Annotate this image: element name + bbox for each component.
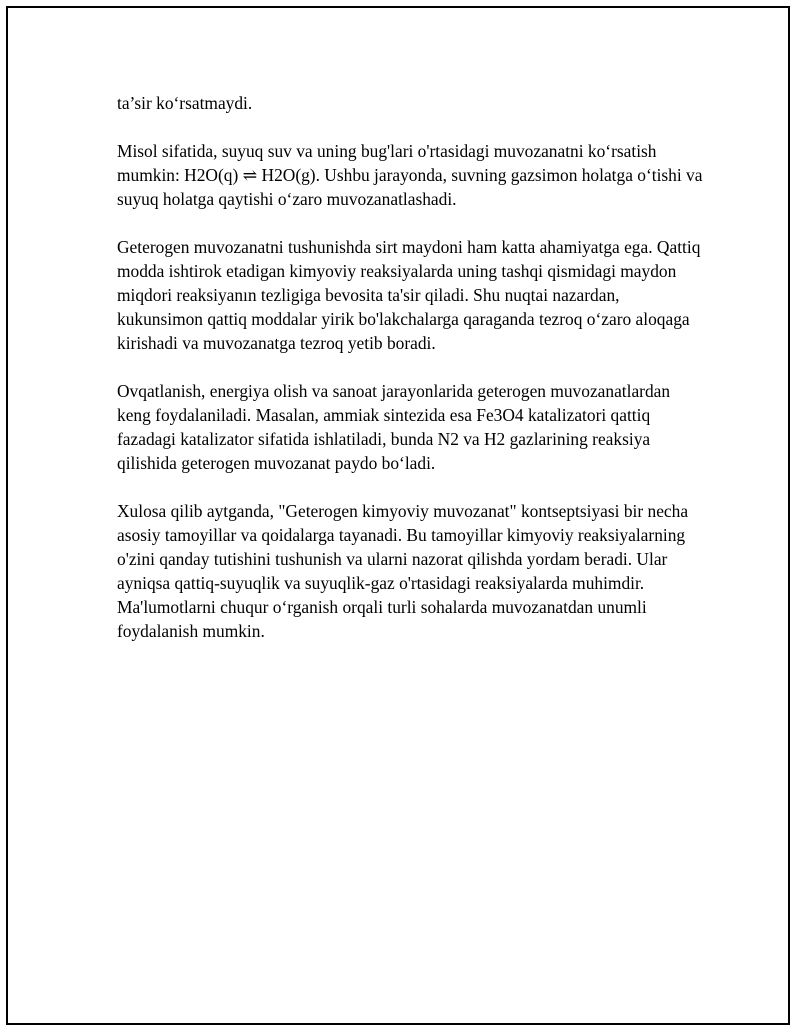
document-body: [117, 91, 707, 667]
paragraph-conclusion: Xulosa qilib aytganda, "Geterogen kimyoviy muvozanat" kontseptsiyasi bir necha asosiy tamoyillar va qoidalarga tayanadi. Bu tamoyillar kimyoviy reaksiyalarning o'zini qanday tutishini tushunish va ularni nazorat qilishda yordam beradi. Ular ayniqsa qattiq-suyuqlik va suyuqlik-gaz o'rtasidagi reaksiyalarda muhimdir. Ma'lumotlarni chuqur o‘rganish orqali turli sohalarda muvozanatdan unumli foydalanish mumkin.: [117, 501, 689, 641]
paragraph-example: Misol sifatida, suyuq suv va uning bug'lari o'rtasidagi muvozanatni ko‘rsatish mumkin: H2O(q) ⇌ H2O(g). Ushbu jarayonda, suvning gazsimon holatga o‘tishi va suyuq holatga qaytishi o‘zaro muvozanatlashadi.: [117, 141, 703, 209]
paragraph-continuation: ta’sir ko‘rsatmaydi.: [117, 93, 253, 113]
paragraph-applications: Ovqatlanish, energiya olish va sanoat jarayonlarida geterogen muvozanatlardan keng foydalaniladi. Masalan, ammiak sintezida esa Fe3O4 katalizatori qattiq fazadagi katalizator sifatida ishlatiladi, bunda N2 va H2 gazlarining reaksiya qilishida geterogen muvozanat paydo bo‘ladi.: [117, 381, 671, 473]
paragraph-surface-area: Geterogen muvozanatni tushunishda sirt maydoni ham katta ahamiyatga ega. Qattiq modda ishtirok etadigan kimyoviy reaksiyalarda uning tashqi qismidagi maydon miqdori reaksiyanın tezligiga bevosita ta'sir qiladi. Shu nuqtai nazardan, kukunsimon qattiq moddalar yirik bo'lakchalarga qaraganda tezroq o‘zaro aloqaga kirishadi va muvozanatga tezroq yetib boradi.: [117, 237, 701, 353]
